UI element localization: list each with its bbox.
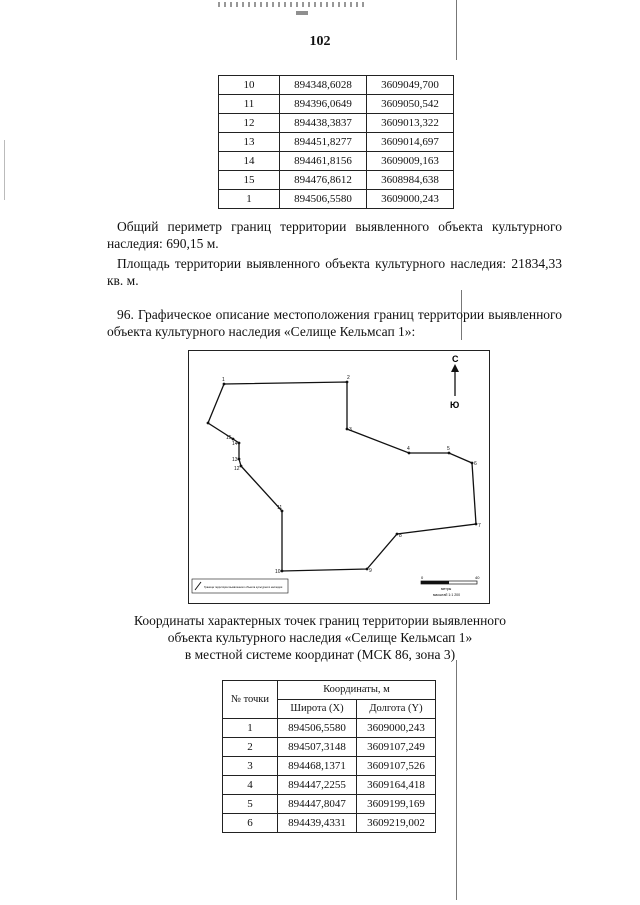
table-row [219, 114, 454, 133]
section-96-text: 96. Графическое описание местоположения границ территории выявленного объекта культурного наследия «Селище Кельмсап 1»: [107, 307, 562, 339]
point-number-cell: 3 [223, 757, 278, 776]
table-row [219, 190, 454, 209]
point-number-cell: 2 [223, 738, 278, 757]
vertex-label: 4 [407, 446, 410, 452]
point-number-cell: 11 [219, 95, 280, 114]
boundary-map [188, 350, 490, 604]
caption-line-3: в местной системе координат (МСК 86, зона 3) [184, 647, 456, 662]
vertex-label: 9 [369, 568, 372, 574]
caption-line-2: объекта культурного наследия «Селище Кельмсап 1» [167, 630, 473, 645]
boundary-polygon [208, 382, 476, 571]
coordinates-table-continued [218, 75, 454, 209]
point-number-cell: 6 [223, 814, 278, 833]
vertex-point [238, 442, 241, 445]
area-paragraph [107, 255, 562, 289]
legend [192, 579, 288, 593]
vertex-point [207, 422, 210, 425]
latitude-cell: 894447,8047 [278, 795, 357, 814]
longitude-cell: 3609050,542 [367, 95, 454, 114]
vertex-point [408, 452, 411, 455]
table-row [223, 757, 436, 776]
header-latitude: Широта (X) [278, 700, 357, 719]
point-number-cell: 1 [223, 719, 278, 738]
vertex-point [471, 462, 474, 465]
vertex-label: 13 [232, 457, 238, 463]
table-row [223, 776, 436, 795]
point-number-cell: 13 [219, 133, 280, 152]
longitude-cell: 3609000,243 [367, 190, 454, 209]
latitude-cell: 894396,0649 [280, 95, 367, 114]
vertex-point [346, 428, 349, 431]
scale-ratio: масштаб 1:1 200 [433, 593, 461, 597]
scan-line-right-low [456, 660, 457, 900]
vertex-point [232, 438, 235, 441]
table-row [223, 738, 436, 757]
scan-line-right-top [456, 0, 457, 60]
point-number-cell: 1 [219, 190, 280, 209]
point-number-cell: 14 [219, 152, 280, 171]
boundary-vertices [207, 381, 478, 573]
north-arrow-head [451, 364, 459, 372]
boundary-map-svg [189, 351, 489, 603]
vertex-label: 3 [349, 427, 352, 433]
latitude-cell: 894438,3837 [280, 114, 367, 133]
point-number-cell: 12 [219, 114, 280, 133]
vertex-label: 5 [447, 446, 450, 452]
point-number-cell: 4 [223, 776, 278, 795]
scan-noise-small [296, 11, 308, 15]
scale-units: метры [441, 587, 452, 591]
perimeter-paragraph [107, 218, 562, 252]
longitude-cell: 3609013,322 [367, 114, 454, 133]
vertex-point [223, 383, 226, 386]
vertex-point [238, 458, 241, 461]
vertex-label: 7 [478, 523, 481, 529]
legend-line-symbol [195, 582, 201, 590]
point-number-cell: 5 [223, 795, 278, 814]
header-coordinates: Координаты, м [278, 681, 436, 700]
caption-line-1: Координаты характерных точек границ территории выявленного [133, 613, 506, 628]
scale-right-label: 40 [475, 575, 480, 580]
vertex-label: 11 [277, 505, 283, 511]
vertex-point [396, 533, 399, 536]
page-number: 102 [309, 34, 331, 49]
latitude-cell: 894348,6028 [280, 76, 367, 95]
point-number-cell: 10 [219, 76, 280, 95]
vertex-label: 1 [222, 377, 225, 383]
longitude-cell: 3609107,526 [357, 757, 436, 776]
latitude-cell: 894461,8156 [280, 152, 367, 171]
vertex-label: 10 [275, 569, 281, 575]
latitude-cell: 894451,8277 [280, 133, 367, 152]
header-point-number: № точки [223, 681, 278, 719]
scale-bar [421, 575, 480, 597]
table-row [223, 795, 436, 814]
latitude-cell: 894468,1371 [278, 757, 357, 776]
longitude-cell: 3609049,700 [367, 76, 454, 95]
longitude-cell: 3609009,163 [367, 152, 454, 171]
vertex-label: 15 [226, 435, 232, 441]
longitude-cell: 3609000,243 [357, 719, 436, 738]
table-row [219, 171, 454, 190]
header-longitude: Долгота (Y) [357, 700, 436, 719]
vertex-point [366, 568, 369, 571]
vertex-label: 14 [232, 441, 238, 447]
longitude-cell: 3609164,418 [357, 776, 436, 795]
table-row [219, 95, 454, 114]
section-96-paragraph [107, 306, 562, 340]
longitude-cell: 3609199,169 [357, 795, 436, 814]
vertex-point [240, 465, 243, 468]
perimeter-text: Общий периметр границ территории выявленного объекта культурного наследия: 690,15 м. [107, 219, 562, 251]
longitude-cell: 3609219,002 [357, 814, 436, 833]
scale-left-label: 0 [421, 575, 424, 580]
vertex-point [346, 381, 349, 384]
longitude-cell: 3609107,249 [357, 738, 436, 757]
table-row [223, 719, 436, 738]
scale-bar-fill [421, 581, 449, 584]
vertex-label: 2 [347, 375, 350, 381]
latitude-cell: 894507,3148 [278, 738, 357, 757]
latitude-cell: 894506,5580 [278, 719, 357, 738]
vertex-point [281, 570, 284, 573]
south-label: Ю [450, 400, 460, 410]
longitude-cell: 3609014,697 [367, 133, 454, 152]
vertex-labels [222, 375, 481, 575]
latitude-cell: 894439,4331 [278, 814, 357, 833]
legend-text: Граница территории выявленного объекта культурного наследия [204, 586, 283, 589]
table-row [219, 133, 454, 152]
vertex-label: 8 [399, 533, 402, 539]
north-arrow [450, 354, 459, 410]
coordinates-table [222, 680, 436, 833]
vertex-label: 6 [474, 461, 477, 467]
table-row [219, 152, 454, 171]
vertex-label: 12 [234, 466, 240, 472]
latitude-cell: 894476,8612 [280, 171, 367, 190]
scan-noise-top [218, 2, 368, 7]
latitude-cell: 894447,2255 [278, 776, 357, 795]
longitude-cell: 3608984,638 [367, 171, 454, 190]
vertex-point [448, 452, 451, 455]
table-row [223, 814, 436, 833]
latitude-cell: 894506,5580 [280, 190, 367, 209]
point-number-cell: 15 [219, 171, 280, 190]
table-row [219, 76, 454, 95]
north-label: С [452, 354, 459, 364]
area-text: Площадь территории выявленного объекта культурного наследия: 21834,33 кв. м. [107, 256, 562, 288]
vertex-point [475, 523, 478, 526]
scan-line-left [4, 140, 5, 200]
